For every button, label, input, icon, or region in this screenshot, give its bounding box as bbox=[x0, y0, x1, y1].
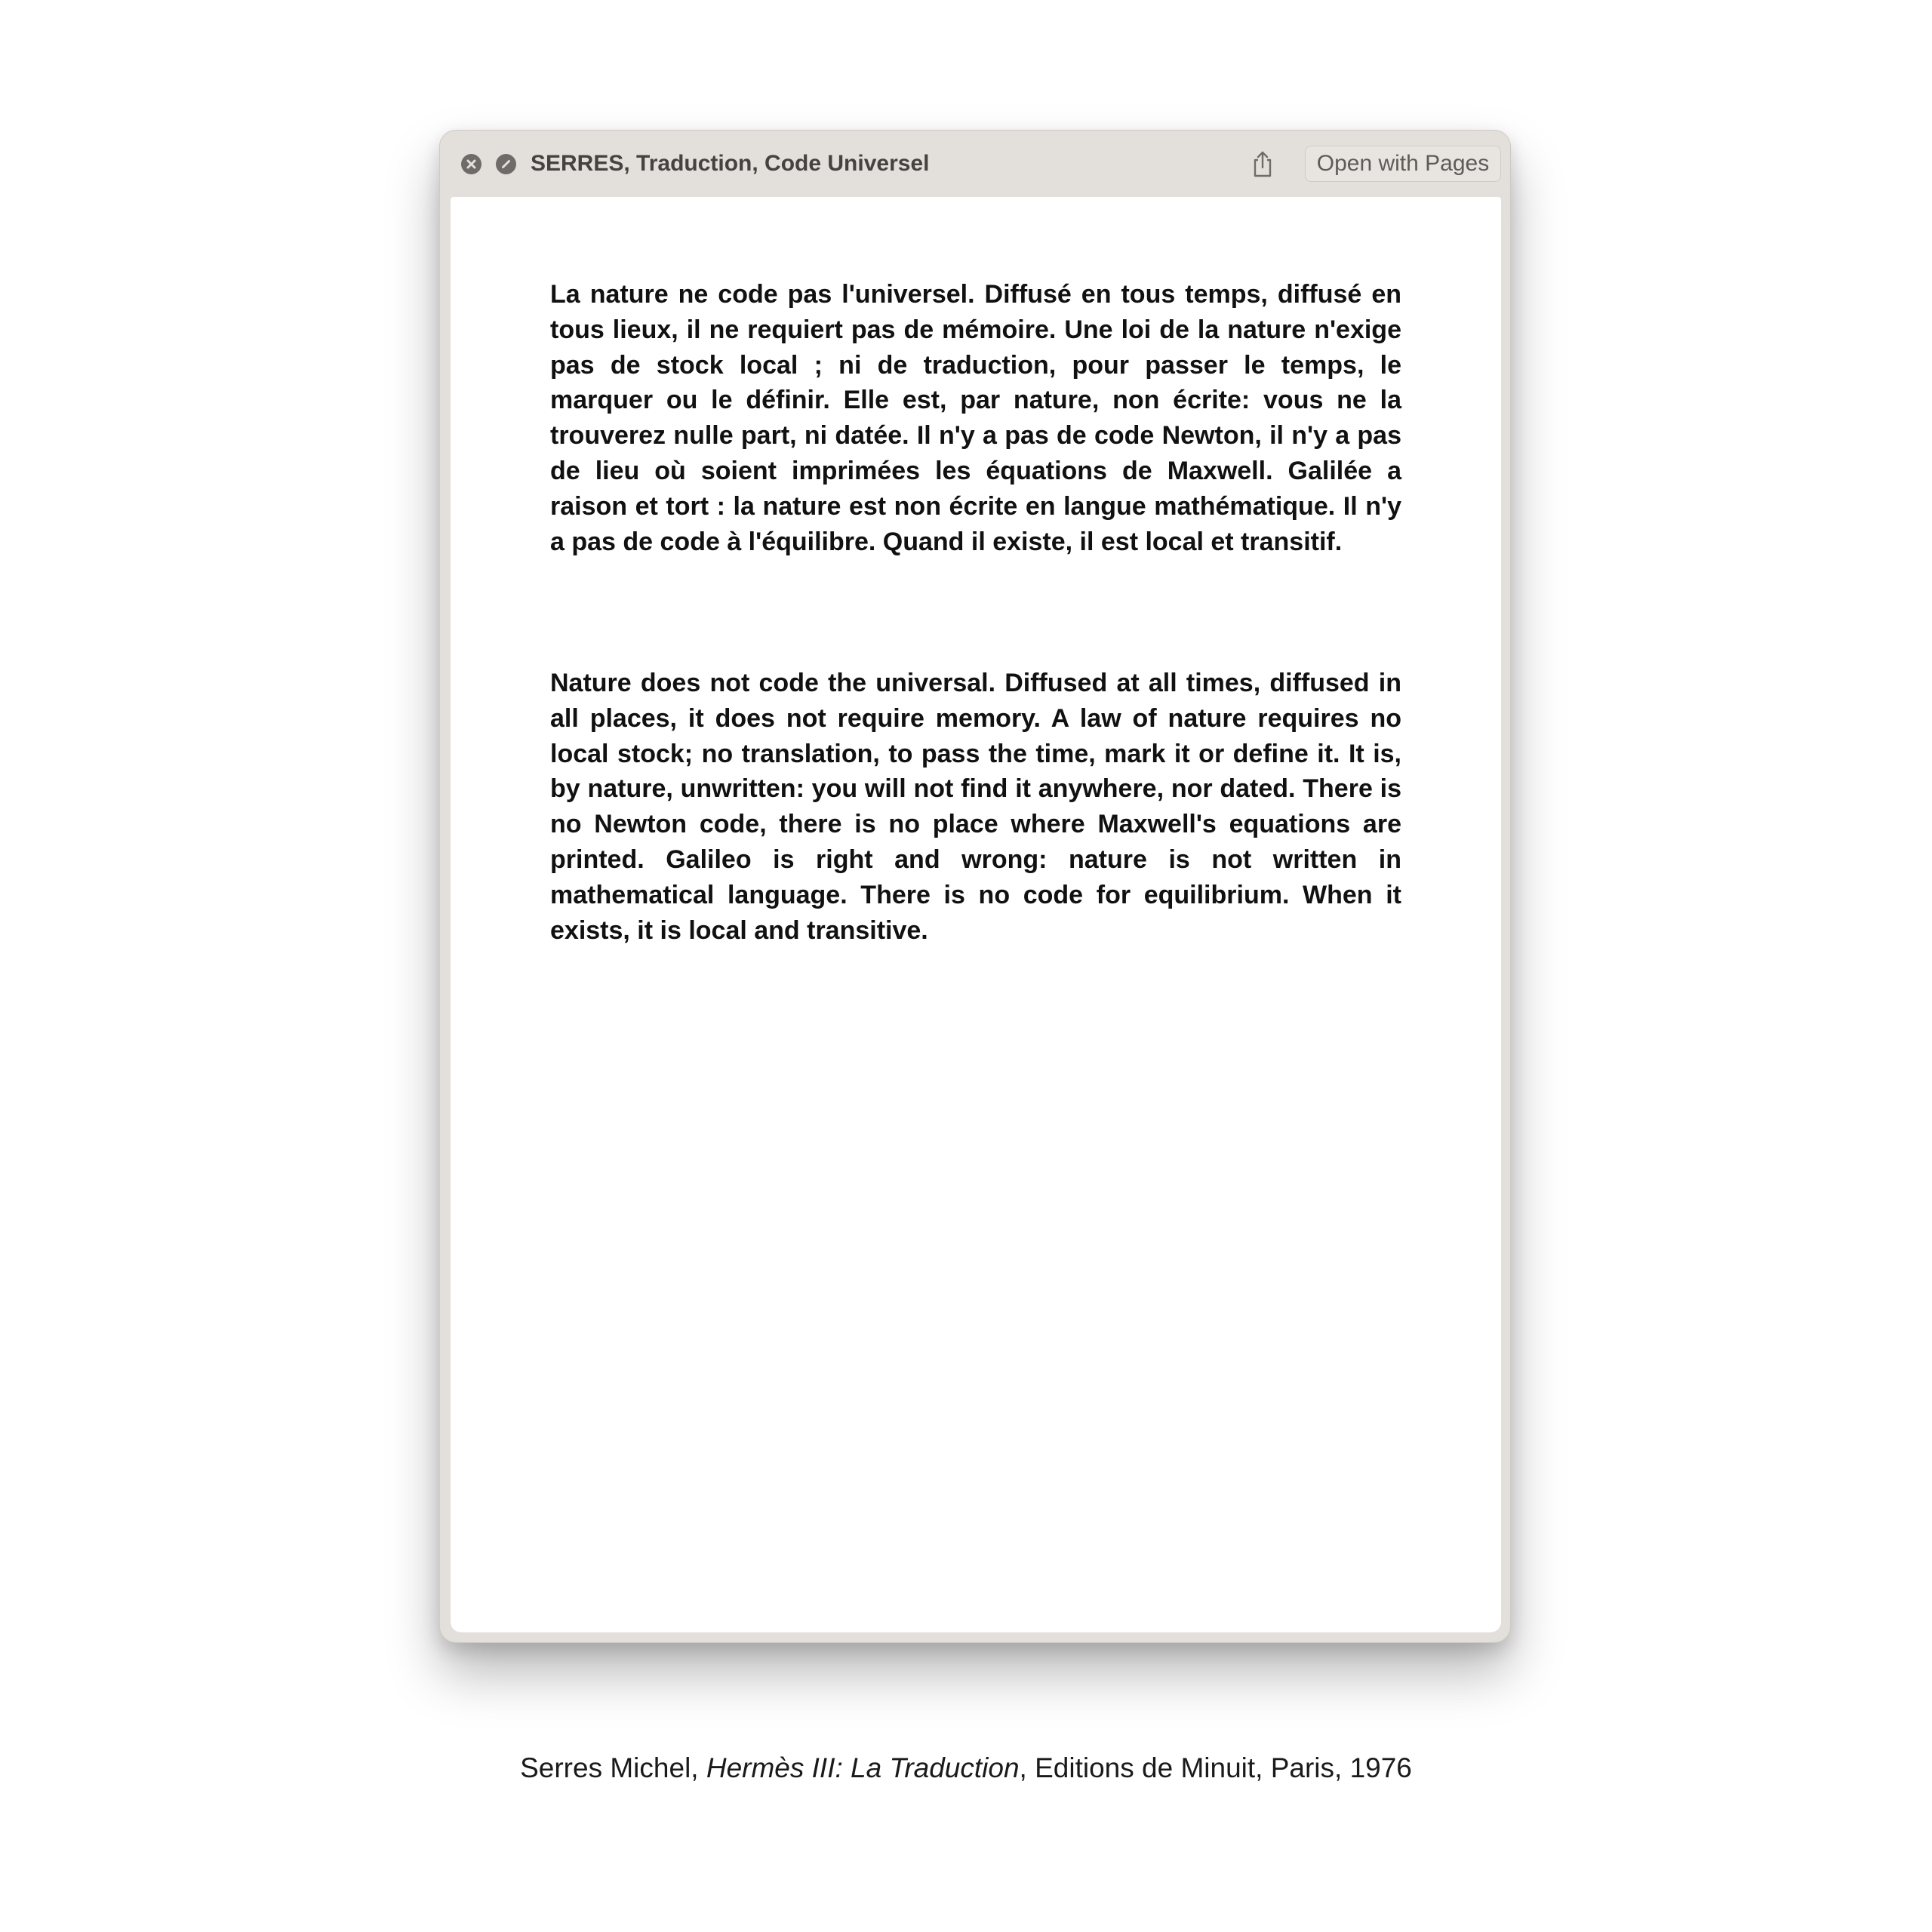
paragraph-english: Nature does not code the universal. Diffused at all times, diffused in all places, it does not require memory. A law of nature requires no local stock; no translation, to pass the time, mark it or define it. It is, by nature, unwritten: you will not find it anywhere, nor dated. There is no Newton code, there is no place where Maxwell's equations are printed. Galileo is right and wrong: nature is not written in mathematical language. There is no code for equilibrium. When it exists, it is local and transitive. bbox=[550, 669, 1401, 945]
document-preview[interactable] bbox=[451, 197, 1501, 1632]
citation-caption bbox=[0, 1752, 1932, 1784]
prohibited-icon[interactable] bbox=[496, 154, 516, 174]
share-icon[interactable] bbox=[1246, 147, 1279, 180]
open-with-pages-button[interactable]: Open with Pages bbox=[1305, 146, 1501, 182]
window-titlebar bbox=[440, 131, 1510, 197]
close-x-icon[interactable] bbox=[461, 154, 481, 174]
paragraph-french: La nature ne code pas l'universel. Diffusé en tous temps, diffusé en tous lieux, il ne requiert pas de mémoire. Une loi de la nature n'exige pas de stock local ; ni de traduction, pour passer le temps, le marquer ou le définir. Elle est, par nature, non écrite: vous ne la trouverez nulle part, ni datée. Il n'y a pas de code Newton, il n'y a pas de lieu où soient imprimées les équations de Maxwell. Galilée a raison et tort : la nature est non écrite en langue mathématique. Il n'y a pas de code à l'équilibre. Quand il existe, il est local et transitif. bbox=[550, 280, 1401, 556]
caption-prefix: Serres Michel, bbox=[520, 1752, 706, 1783]
caption-suffix: , Editions de Minuit, Paris, 1976 bbox=[1019, 1752, 1412, 1783]
window-title: SERRES, Traduction, Code Universel bbox=[531, 151, 930, 176]
caption-book-title: Hermès III: La Traduction bbox=[706, 1752, 1020, 1783]
quick-look-window bbox=[439, 130, 1511, 1643]
